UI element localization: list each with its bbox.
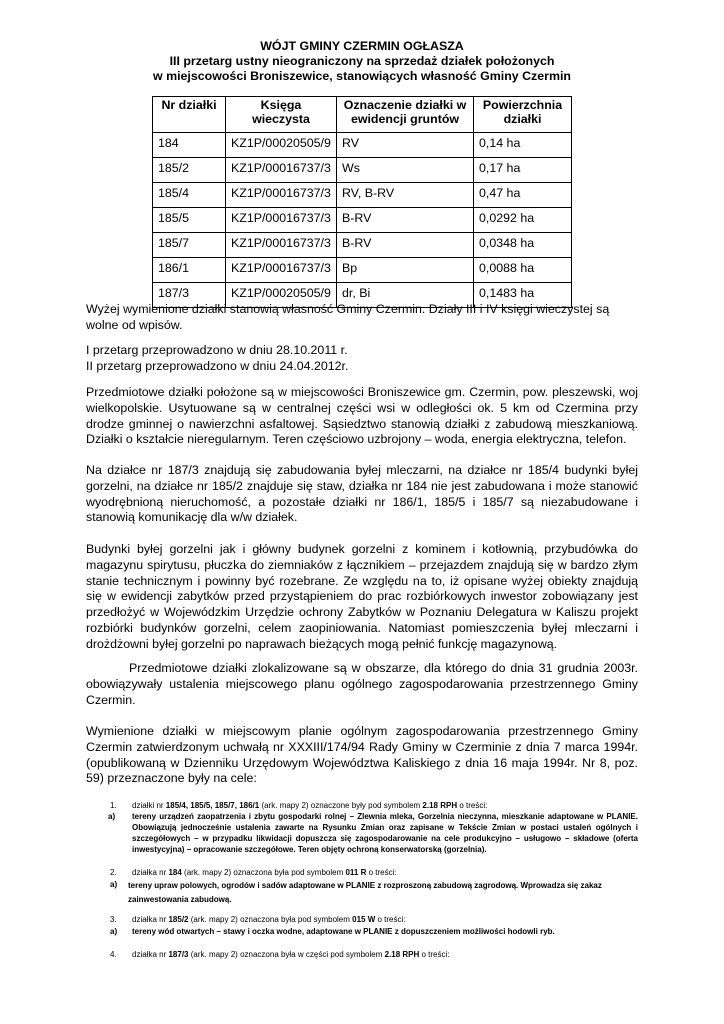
header-subtitle: III przetarg ustny nieograniczony na sprzedaż działek położonych [169,54,555,68]
second-tender-line: II przetarg przeprowadzono w dniu 24.04.2012r. [86,358,349,373]
plot-numbers: 185/4, 185/5, 185/7, 186/1 [165,801,260,810]
sub-item-text: tereny upraw polowych, ogrodów i sadów adaptowane w PLANIE z rozproszoną zabudową zagrodową. Wprowadza się zakaz zainwestowania zabudową. [128,881,602,904]
list-item-text: o treści: [419,950,450,959]
sub-item-text: tereny urządzeń zaopatrzenia i zbytu gospodarki rolnej – Zlewnia mleka, Gorzelnia nieczynna, mieszkanie adaptowane w PLANIE. Obowiązują jednocześnie ustalenia zawarte na Rysunku Zmian oraz zapisane w Tekście Zmian w postaci ustaleń ogólnych i szczegółowych – w przypadku likwidacji dopuszcza się zagospodarowanie na cele produkcyjno – usługowo – składowe (oferta inwestycyjna) – opracowanie szczegółowe. Teren objęty ochroną konserwatorską (gorzelnia). [132,812,638,854]
table-row [153,133,572,158]
table-cell: KZ1P/00016737/3 [226,258,337,283]
list-item-text: o treści: [366,868,397,877]
plots-table [152,96,572,308]
list-number: 1. [110,801,117,810]
table-cell: B-RV [337,233,474,258]
distillery-paragraph: Budynki byłej gorzelni jak i główny budynek gorzelni z kominem i kotłownią, przybudówka do magazynu spirytusu, płuczka do ziemniaków z łącznikiem – przejazdem znajdują się w bardzo złym stanie technicznym i powinny być rozebrane. Ze względu na to, iż opisane wyżej obiekty znajdują się w ewidencji zabytków przed przystąpieniem do prac rozbiórkowych inwestor zobowiązany jest przedłożyć w Wojewódzkim Urzędzie ochrony Zabytków w Poznaniu Delegatura w Kaliszu projekt rozbiórki budynków gorzelni, celem zaopiniowania. Natomiast pomieszczenia byłej mleczarni i drożdżowni byłej gorzelni po naprawach bieżących mogą pełnić funkcję magazynową. [86,542,638,651]
header-title: WÓJT GMINY CZERMIN OGŁASZA [260,39,464,53]
column-header: Oznaczenie działki w ewidencji gruntów [337,97,474,133]
first-tender-line: I przetarg przeprowadzono w dniu 28.10.2011 r. [86,343,348,357]
table-cell: 184 [153,133,226,158]
table-cell: 185/4 [153,183,226,208]
list-item [132,867,638,878]
zoning-symbol: 011 R [345,868,367,877]
plan-paragraph: Wymienione działki w miejscowym planie ogólnym zagospodarowania przestrzennego Gminy Czermin zatwierdzonym uchwałą nr XXXIII/174/94 Rady Gminy w Czerminie z dnia 7 marca 1994r. (opublikowaną w Dzienniku Urzędowym Województwa Kaliskiego z dnia 16 maja 1994r. Nr 8, poz. 59) przeznaczone były na cele: [86,724,638,786]
table-cell: 185/2 [153,158,226,183]
list-item-text: działka nr [132,950,169,959]
table-cell: 186/1 [153,258,226,283]
zoning-symbol: 015 W [352,915,376,924]
column-header: Nr działki [153,97,226,133]
table-row [153,183,572,208]
zoning-symbol: 2.18 RPH [384,950,420,959]
list-number: 4. [110,950,117,959]
table-cell: 0,0292 ha [474,208,572,233]
table-cell: KZ1P/00016737/3 [226,183,337,208]
table-cell: KZ1P/00020505/9 [226,133,337,158]
list-number: 3. [110,915,117,924]
table-cell: Bp [337,258,474,283]
list-item-text: o treści: [457,801,488,810]
zoning-paragraph: Przedmiotowe działki zlokalizowane są w obszarze, dla którego do dnia 31 grudnia 2003r. obowiązywały ustalenia miejscowego planu ogólnego zagospodarowania przestrzennego Gminy Czermin. [86,661,638,707]
table-row [153,258,572,283]
tender-history [86,343,638,375]
list-item-text: działka nr [132,868,169,877]
column-header: Powierzchnia działki [474,97,572,133]
table-cell: KZ1P/00016737/3 [226,208,337,233]
list-item-text: (ark. mapy 2) oznaczona była pod symbolem [188,915,353,924]
table-cell: 0,17 ha [474,158,572,183]
list-item [132,914,638,925]
ownership-paragraph: Wyżej wymienione działki stanowią własność Gminy Czermin. Działy III i IV księgi wieczystej są wolne od wpisów. [86,302,610,332]
zoning-symbol: 2.18 RPH [422,801,458,810]
column-header: Księga wieczysta [226,97,337,133]
table-cell: 187/3 [153,283,226,308]
table-header-row [153,97,572,133]
plot-numbers: 185/2 [168,915,189,924]
table-cell: Ws [337,158,474,183]
table-cell: 0,0088 ha [474,258,572,283]
table-cell: RV, B-RV [337,183,474,208]
plot-numbers: 187/3 [168,950,189,959]
table-cell: 185/7 [153,233,226,258]
location-paragraph: Przedmiotowe działki położone są w miejscowości Broniszewice gm. Czermin, pow. pleszewski, woj wielkopolskie. Usytuowane są w centralnej części wsi w odległości ok. 5 km od Czermina przy drodze gminnej o nawierzchni asfaltowej. Sąsiedztwo stanowią działki z zabudową mieszkaniową. Działki o kształcie nieregularnym. Teren częściowo uzbrojony – woda, energia elektryczna, telefon. [86,385,638,447]
sub-item-text: tereny wód otwartych – stawy i oczka wodne, adaptowane w PLANIE z dopuszczeniem możliwości hodowli ryb. [132,927,555,936]
table-row [153,208,572,233]
list-item [132,949,638,960]
sub-item-label: a) [110,880,118,889]
table-cell: RV [337,133,474,158]
table-cell: B-RV [337,208,474,233]
sub-item-label: a) [110,927,118,936]
list-item-text: (ark. mapy 2) oznaczona była pod symbolem [181,868,346,877]
list-item-text: (ark. mapy 2) oznaczona była w części pod symbolem [188,950,385,959]
table-cell: 0,47 ha [474,183,572,208]
table-row [153,233,572,258]
sub-item-label: a) [108,812,116,821]
list-item-text: działka nr [132,915,169,924]
table-cell: dr, Bi [337,283,474,308]
announcement-header [0,39,724,84]
table-cell: KZ1P/00016737/3 [226,233,337,258]
list-item-text: o treści: [375,915,406,924]
table-cell: 0,0348 ha [474,233,572,258]
list-item-text: działki nr [132,801,166,810]
table-cell: KZ1P/00016737/3 [226,158,337,183]
header-subtitle-2: w miejscowości Broniszewice, stanowiących własność Gminy Czermin [153,69,571,83]
list-number: 2. [110,868,117,877]
table-cell: 0,14 ha [474,133,572,158]
table-cell: 0,1483 ha [474,283,572,308]
buildings-paragraph: Na działce nr 187/3 znajdują się zabudowania byłej mleczarni, na działce nr 185/4 budynki byłej gorzelni, na działce nr 185/2 znajduje się staw, działka nr 184 nie jest zabudowana i może stanowić wyodrębnioną nieruchomość, a pozostałe działki nr 186/1, 185/5 i 185/7 są niezabudowane i stanowią komunikację dla w/w działek. [86,463,638,525]
plot-numbers: 184 [168,868,182,877]
table-cell: 185/5 [153,208,226,233]
table-cell: KZ1P/00020505/9 [226,283,337,308]
table-row [153,158,572,183]
list-item [132,800,638,811]
list-item-text: (ark. mapy 2) oznaczone były pod symbolem [259,801,423,810]
